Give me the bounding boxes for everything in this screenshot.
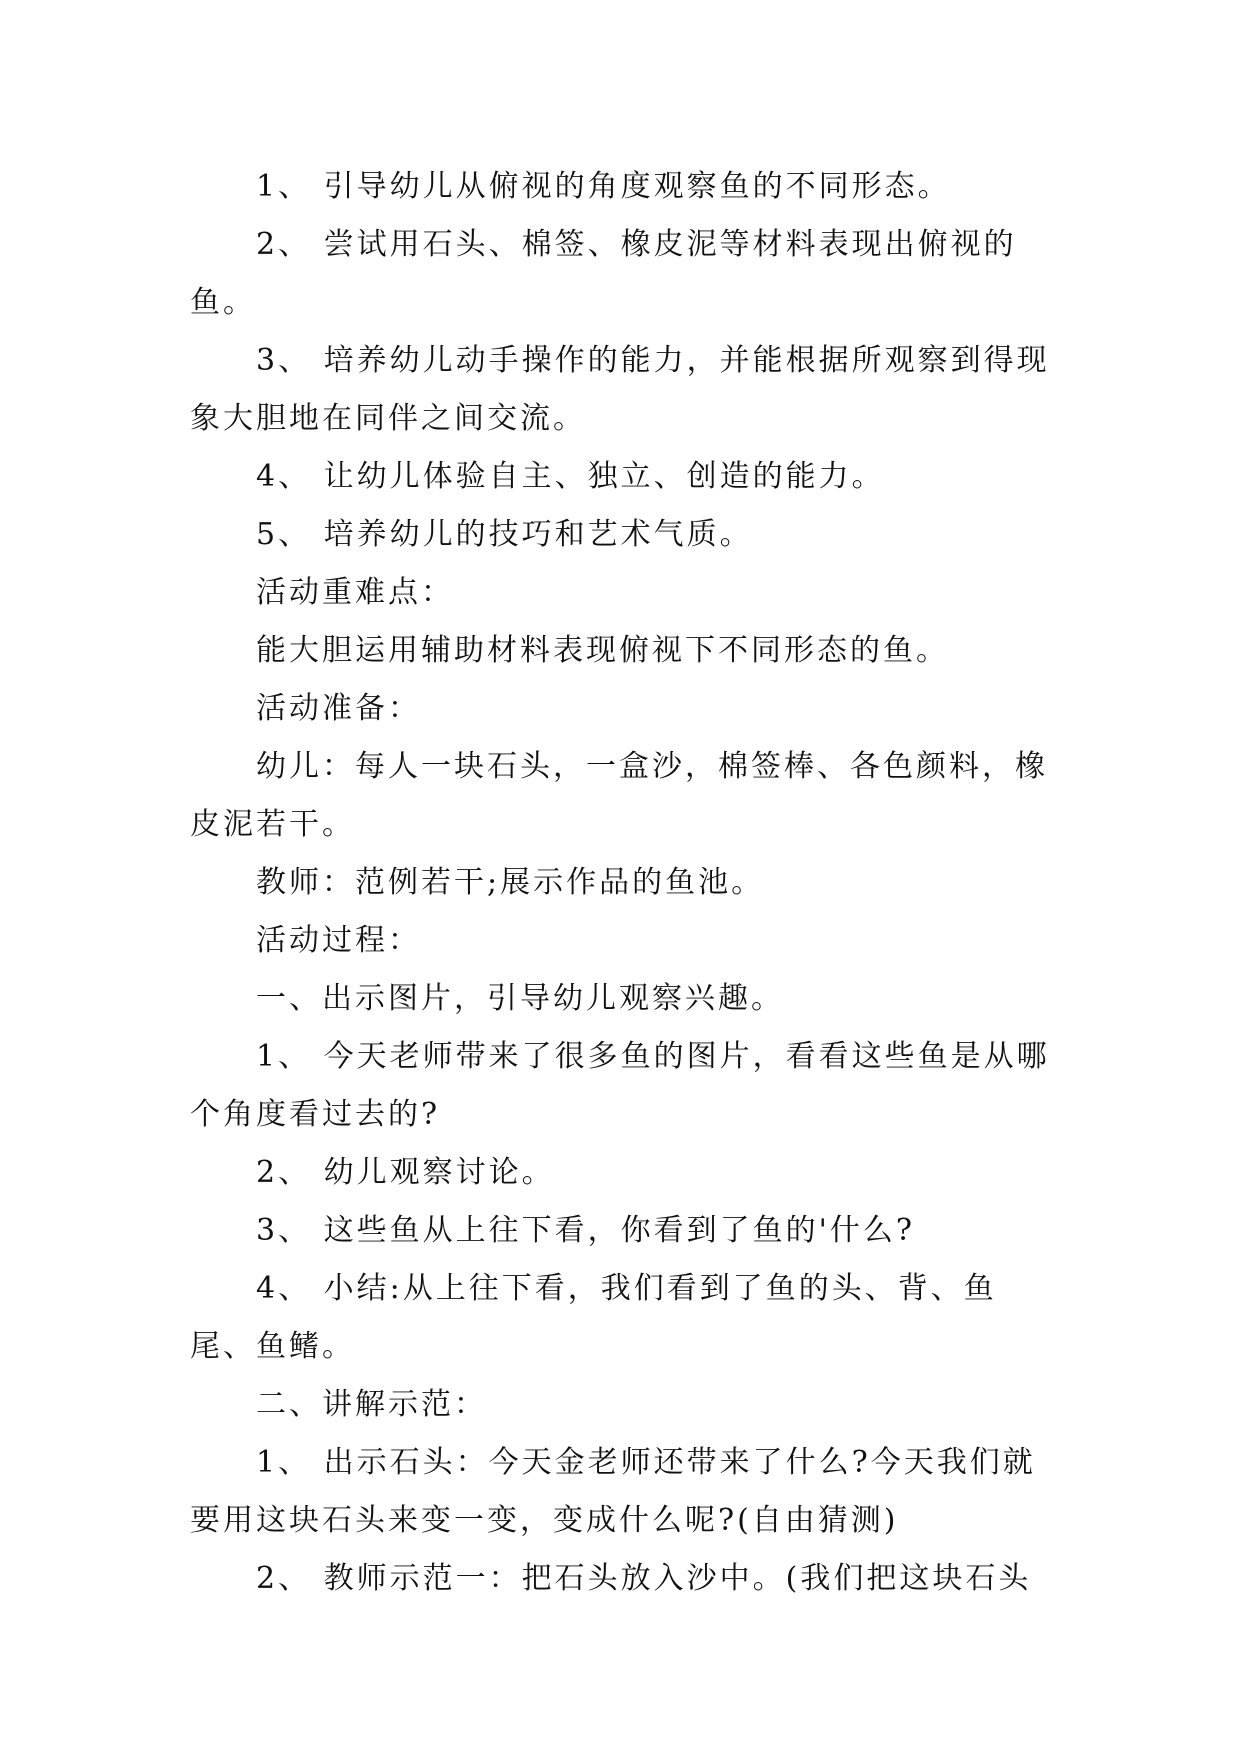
paragraph-objective-3: 3、 培养幼儿动手操作的能力，并能根据所观察到得现象大胆地在同伴之间交流。	[190, 343, 1050, 436]
paragraph-key-points: 能大胆运用辅助材料表现俯视下不同形态的鱼。	[256, 633, 949, 668]
paragraph-objective-5: 5、 培养幼儿的技巧和艺术气质。	[256, 517, 753, 552]
paragraph-teacher-materials: 教师：范例若干;展示作品的鱼池。	[256, 865, 765, 900]
document-body	[190, 158, 1050, 1608]
paragraph-step-one-4: 4、 小结:从上往下看，我们看到了鱼的头、背、鱼尾、鱼鳍。	[190, 1271, 997, 1364]
paragraph-step-one-1: 1、 今天老师带来了很多鱼的图片，看看这些鱼是从哪个角度看过去的?	[190, 1039, 1050, 1132]
paragraph-objective-1: 1、 引导幼儿从俯视的角度观察鱼的不同形态。	[256, 169, 951, 204]
paragraph-children-materials: 幼儿：每人一块石头，一盒沙，棉签棒、各色颜料，橡皮泥若干。	[190, 749, 1048, 842]
paragraph-step-two-1: 1、 出示石头：今天金老师还带来了什么?今天我们就要用这块石头来变一变，变成什么呢?(自由猜测)	[190, 1445, 1036, 1538]
paragraph-step-one-2: 2、 幼儿观察讨论。	[256, 1155, 555, 1190]
section-heading-preparation: 活动准备：	[256, 691, 421, 726]
section-heading-process: 活动过程：	[256, 923, 421, 958]
section-heading-key-points: 活动重难点：	[256, 575, 454, 610]
subheading-step-one: 一、出示图片，引导幼儿观察兴趣。	[256, 981, 784, 1016]
paragraph-objective-4: 4、 让幼儿体验自主、独立、创造的能力。	[256, 459, 885, 494]
paragraph-objective-2: 2、 尝试用石头、棉签、橡皮泥等材料表现出俯视的鱼。	[190, 227, 1017, 320]
paragraph-step-two-2: 2、 教师示范一：把石头放入沙中。(我们把这块石头	[256, 1561, 1032, 1596]
paragraph-step-one-3: 3、 这些鱼从上往下看，你看到了鱼的'什么?	[256, 1213, 915, 1248]
subheading-step-two: 二、讲解示范：	[256, 1387, 487, 1422]
